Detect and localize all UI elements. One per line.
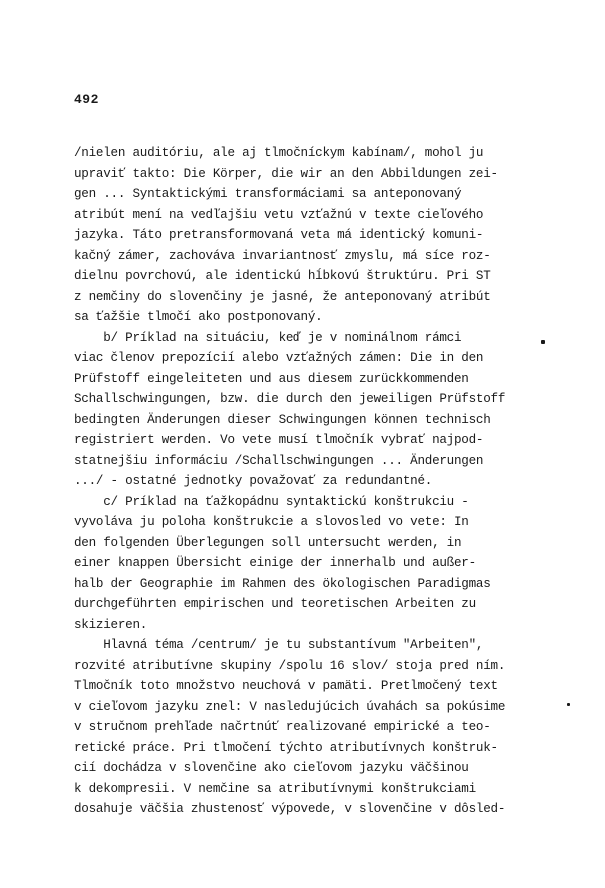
text-line: kačný zámer, zachováva invariantnosť zmyslu, má síce roz- bbox=[74, 248, 491, 263]
text-line: v stručnom prehľade načrtnúť realizované empirické a teo- bbox=[74, 720, 491, 734]
text-line: z nemčiny do slovenčiny je jasné, že anteponovaný atribút bbox=[74, 289, 491, 304]
text-line: atribút mení na vedľajšiu vetu vzťažnú v texte cieľového bbox=[74, 207, 484, 222]
text-line: vyvoláva ju poloha konštrukcie a slovosled vo vete: In bbox=[74, 515, 469, 529]
margin-dot-mark bbox=[567, 703, 570, 706]
text-line: upraviť takto: Die Körper, die wir an den Abbildungen zei- bbox=[74, 166, 498, 181]
margin-dot-mark bbox=[541, 340, 545, 344]
text-line: .../ - ostatné jednotky považovať za redundantné. bbox=[74, 474, 433, 488]
text-line: b/ Príklad na situáciu, keď je v nominálnom rámci bbox=[74, 330, 462, 345]
text-line: v cieľovom jazyku znel: V nasledujúcich úvahách sa pokúsime bbox=[74, 699, 506, 714]
text-line: k dekompresii. V nemčine sa atributívnymi konštrukciami bbox=[74, 781, 476, 796]
text-line: jazyka. Táto pretransformovaná veta má identický komuni- bbox=[74, 228, 484, 242]
text-line: statnejšiu informáciu /Schallschwingungen ... Änderungen bbox=[74, 453, 484, 468]
text-line: bedingten Änderungen dieser Schwingungen können technisch bbox=[74, 412, 491, 427]
text-line: c/ Príklad na ťažkopádnu syntaktickú konštrukciu - bbox=[74, 494, 469, 509]
text-line: durchgeführten empirischen und teoretischen Arbeiten zu bbox=[74, 597, 476, 611]
text-line: halb der Geographie im Rahmen des ökologischen Paradigmas bbox=[74, 576, 491, 591]
text-line: rozvité atributívne skupiny /spolu 16 slov/ stoja pred ním. bbox=[74, 658, 506, 673]
text-line: /nielen auditóriu, ale aj tlmočníckym kabínam/, mohol ju bbox=[74, 146, 484, 160]
page-number: 492 bbox=[74, 92, 99, 107]
text-line: registriert werden. Vo vete musí tlmočník vybrať najpod- bbox=[74, 433, 484, 447]
text-line: Schallschwingungen, bzw. die durch den jeweiligen Prüfstoff bbox=[74, 392, 506, 406]
text-line: dielnu povrchovú, ale identickú hĺbkovú štruktúru. Pri ST bbox=[74, 269, 491, 283]
text-line: Prüfstoff eingeleiteten und aus diesem zurückkommenden bbox=[74, 371, 469, 386]
text-line: dosahuje väčšia zhustenosť výpovede, v slovenčine v dôsled- bbox=[74, 802, 506, 816]
text-line: den folgenden Überlegungen soll untersucht werden, in bbox=[74, 535, 462, 550]
text-line: sa ťažšie tlmočí ako postponovaný. bbox=[74, 310, 323, 324]
text-line: einer knappen Übersicht einige der innerhalb und außer- bbox=[74, 556, 476, 570]
text-line: skizieren. bbox=[74, 617, 148, 632]
text-line: Tlmočník toto množstvo neuchová v pamäti. Pretlmočený text bbox=[74, 679, 498, 693]
text-line: viac členov prepozícií alebo vzťažných zámen: Die in den bbox=[74, 351, 484, 365]
text-line: Hlavná téma /centrum/ je tu substantívum "Arbeiten", bbox=[74, 638, 484, 652]
text-line: cií dochádza v slovenčine ako cieľovom jazyku väčšinou bbox=[74, 761, 469, 775]
document-body bbox=[74, 143, 554, 820]
text-line: retické práce. Pri tlmočení týchto atributívnych konštruk- bbox=[74, 740, 498, 755]
text-line: gen ... Syntaktickými transformáciami sa anteponovaný bbox=[74, 187, 462, 201]
